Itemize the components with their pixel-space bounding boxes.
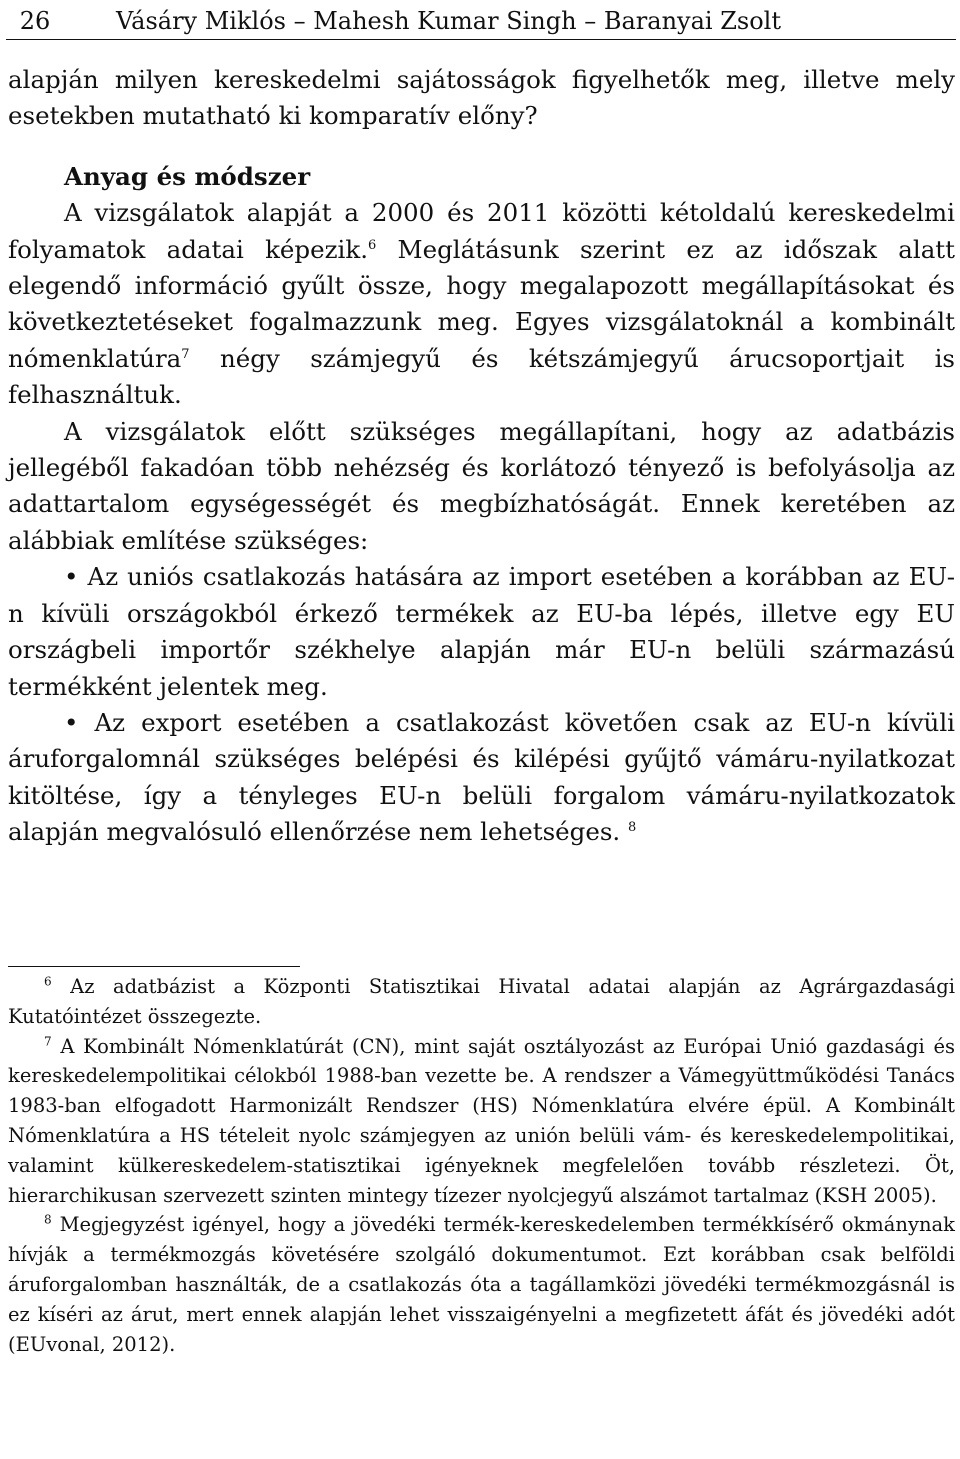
footnotes: [8, 972, 955, 1359]
footnote-ref-8[interactable]: 8: [628, 819, 637, 835]
bullet-text-export: Az export esetében a csatlakozást követően csak az EU-n kívüli áruforgalomnál szükséges belépési és kilépési gyűjtő vámáru-nyilatkozat kitöltése, így a tényleges EU-n belüli forgalom vámáru-nyilatkozatok alapján megvalósuló ellenőrzése nem lehetséges.: [8, 707, 955, 847]
limitations-paragraph: A vizsgálatok előtt szükséges megállapítani, hogy az adatbázis jellegéből fakadóan több nehézség és korlátozó tényező is befolyásolja az adattartalom egységességét és megbízhatóságát. Ennek keretében az alábbiak említése szükséges:: [8, 416, 955, 555]
footnote-text: Megjegyzést igényel, hogy a jövedéki termék-kereskedelemben termékkísérő okmánynak hívják a termékmozgás követésére szolgáló dokumentumot. Ezt korábban csak belföldi áruforgalomban használták, de a csatlakozás óta a tagállamközi jövedéki termékmozgásnál is ez kíséri az árut, mert ennek alapján lehet visszaigényelni a megfizetett áfát és jövedéki adót (EUvonal, 2012).: [8, 1213, 955, 1356]
bullet-item-export: [8, 705, 955, 851]
method-text-c: négy számjegyű és kétszámjegyű árucsoportjait is felhasználtuk.: [8, 343, 955, 410]
bullet-icon: •: [64, 707, 79, 737]
footnote-ref-6[interactable]: 6: [368, 237, 377, 253]
method-paragraph: [8, 195, 955, 413]
footnote-text: Az adatbázist a Központi Statisztikai Hivatal adatai alapján az Agrárgazdasági Kutatóintézet összegezte.: [8, 975, 956, 1028]
footnote-number: 7: [44, 1034, 52, 1049]
footnote-separator: [8, 966, 300, 967]
bullet-text-import: Az uniós csatlakozás hatására az import esetében a korábban az EU-n kívüli országokból érkező termékek az EU-ba lépés, illetve egy EU országbeli importőr székhelye alapján már EU-n belüli származású termékként jelentek meg.: [8, 562, 955, 701]
method-text-b: Meglátásunk szerint ez az időszak alatt elegendő információ gyűlt össze, hogy megalapozott megállapításokat és következtetéseket fogalmazzunk meg. Egyes vizsgálatoknál a kombinált nómenklatúra: [8, 234, 956, 373]
footnote-ref-7[interactable]: 7: [181, 346, 190, 362]
intro-paragraph: alapján milyen kereskedelmi sajátosságok figyelhetők meg, illetve mely esetekben mutatható ki komparatív előny?: [8, 65, 955, 131]
running-header: [6, 0, 956, 40]
footnote-6: [8, 972, 955, 1032]
method-text-a: A vizsgálatok alapját a 2000 és 2011 közötti kétoldalú kereskedelmi folyamatok adatai képezik.: [8, 198, 955, 264]
section-heading: Anyag és módszer: [64, 161, 311, 191]
footnote-text: A Kombinált Nómenklatúrát (CN), mint saját osztályozást az Európai Unió gazdasági és kereskedelempolitikai célokból 1988-ban vezette be. A rendszer a Vámegyüttműködési Tanács 1983-ban elfogadott Harmonizált Rendszer (HS) Nómenklatúra elvére épül. A Kombinált Nómenklatúra a HS tételeit nyolc számjegyen az unión belüli vám- és kereskedelempolitikai, valamint külkereskedelem-statisztikai igényeknek megfelelően tovább részletezi. Öt, hierarchikusan szervezett szinten mintegy tízezer nyolcjegyű alszámot tartalmaz (KSH 2005).: [8, 1034, 955, 1207]
footnote-8: [8, 1210, 955, 1359]
footnote-number: 6: [44, 974, 52, 989]
bullet-item-import: [8, 559, 955, 705]
page-number: 26: [19, 7, 51, 35]
footnote-number: 8: [44, 1212, 52, 1227]
bullet-icon: •: [64, 562, 79, 592]
main-text: [8, 62, 955, 851]
running-title: Vásáry Miklós – Mahesh Kumar Singh – Baranyai Zsolt: [116, 7, 781, 35]
footnote-7: [8, 1032, 955, 1211]
